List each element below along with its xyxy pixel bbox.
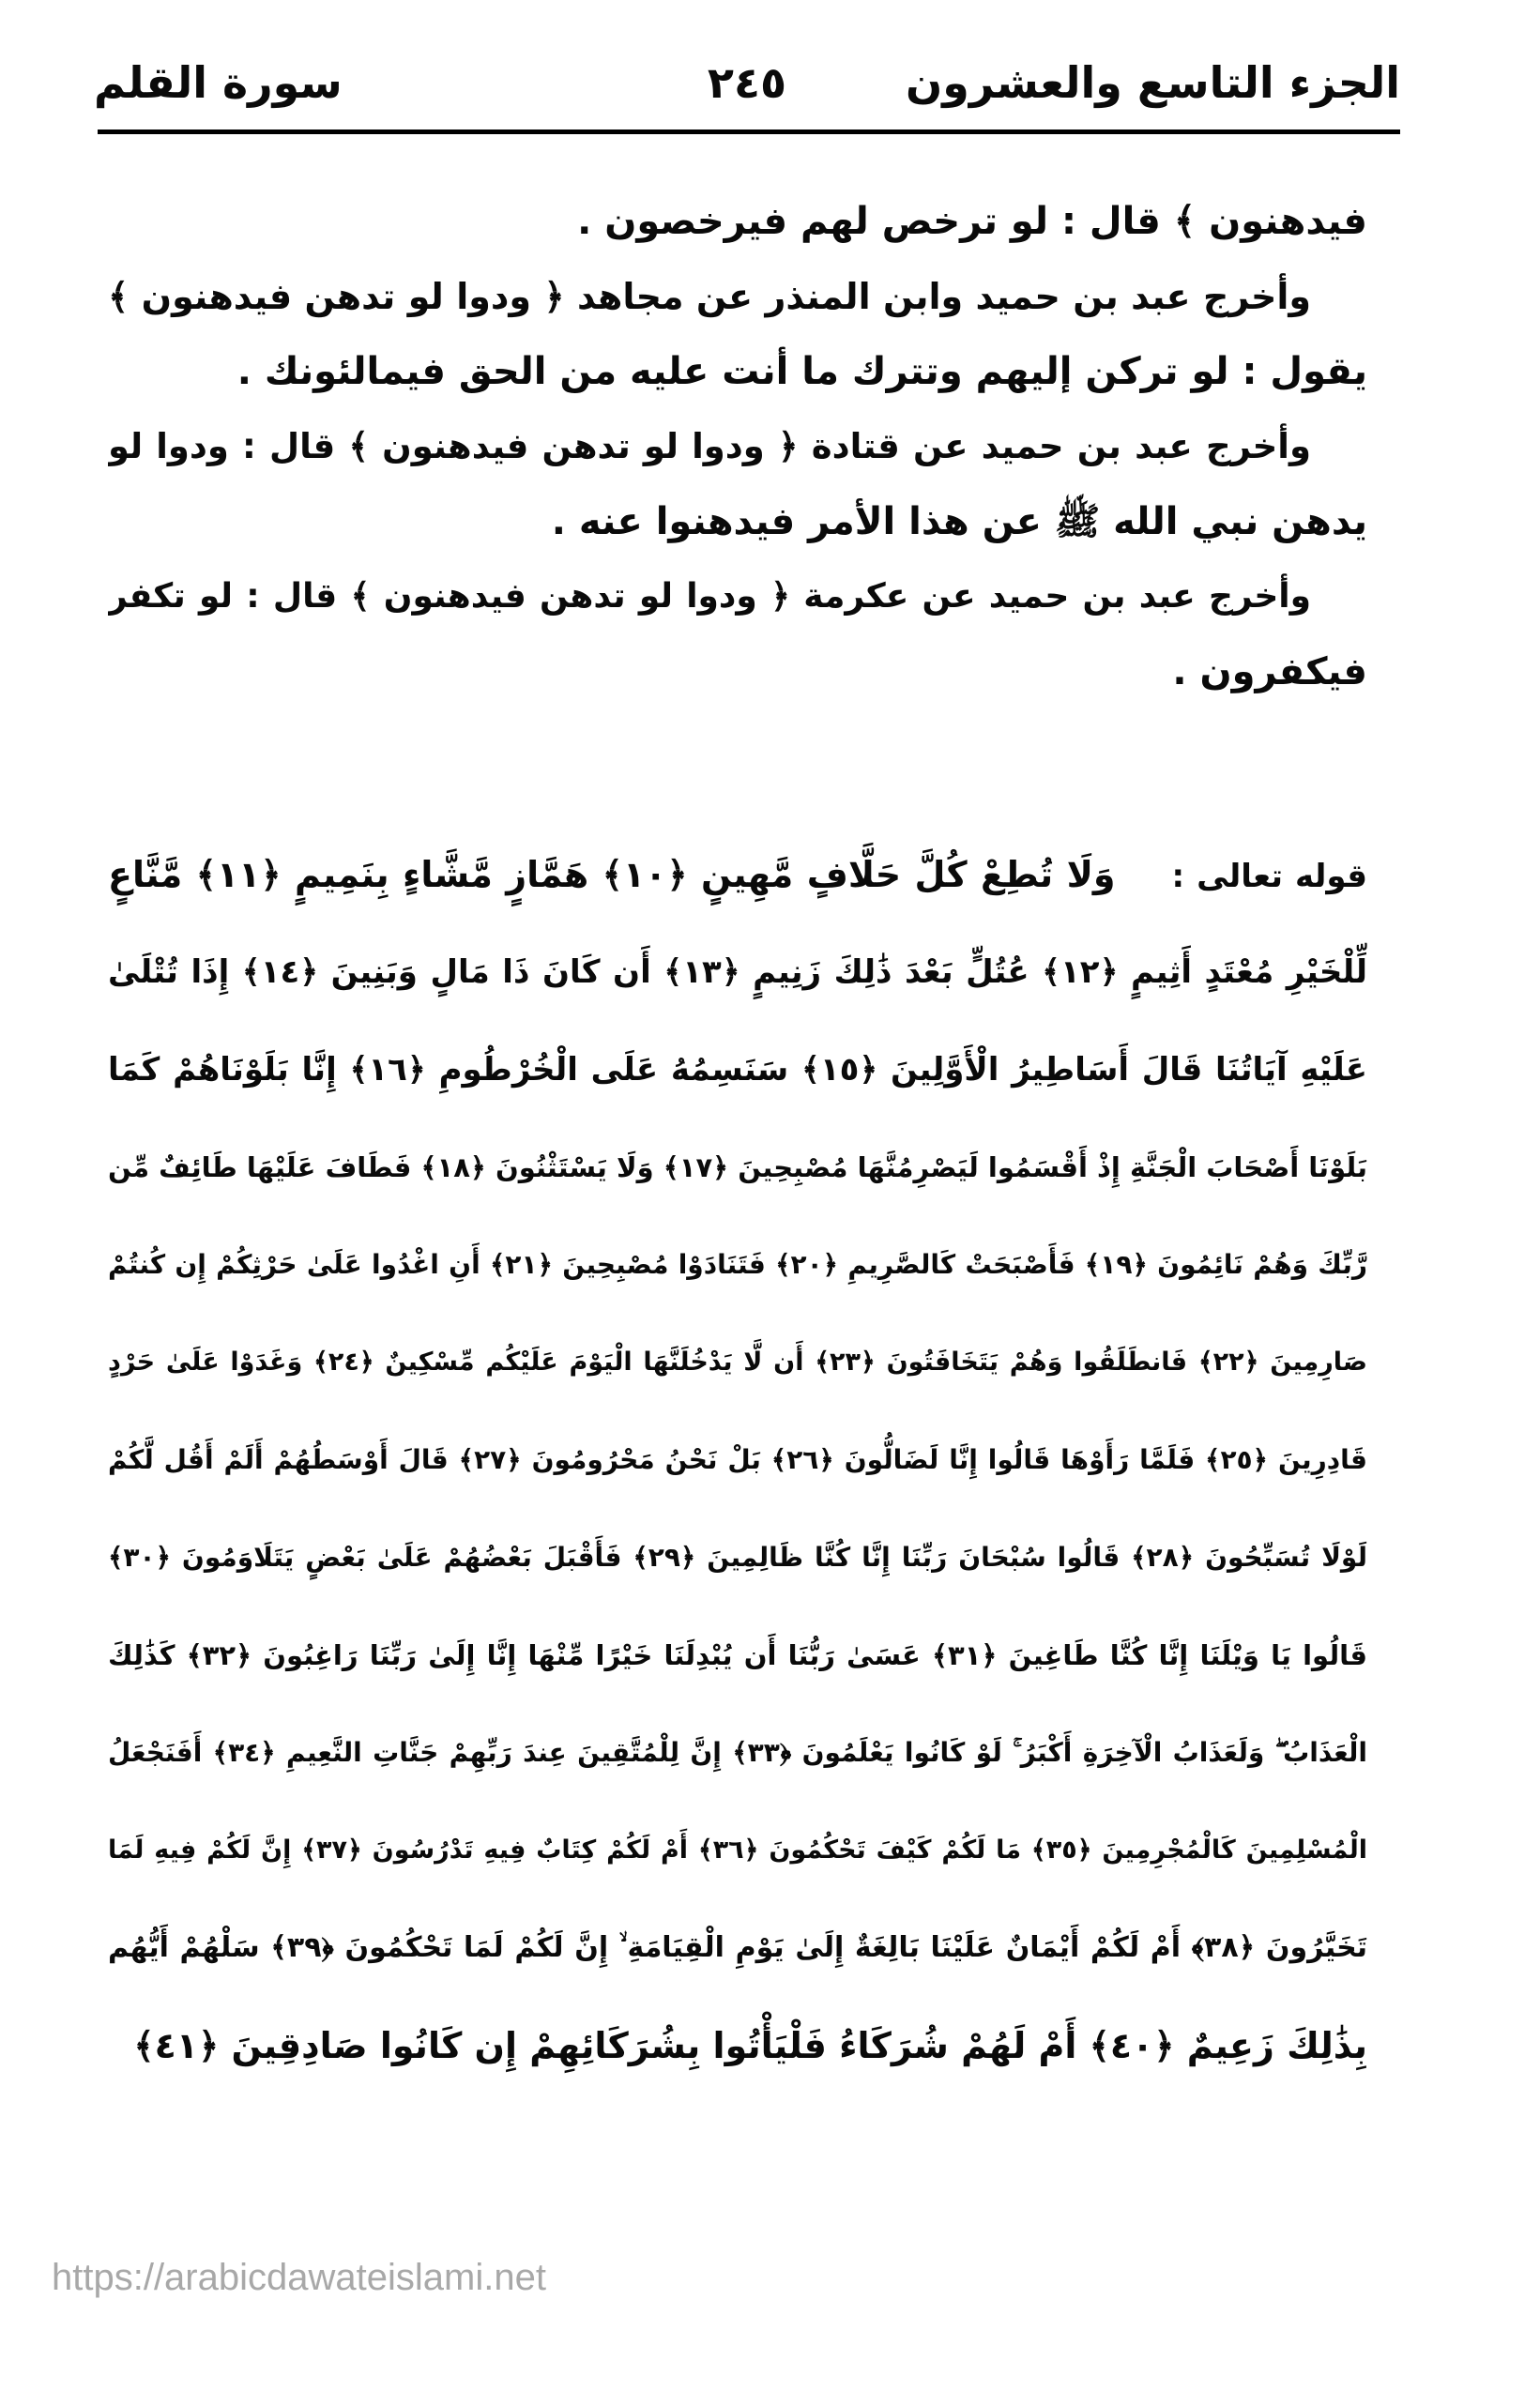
verse-line: لِّلْخَيْرِ مُعْتَدٍ أَثِيمٍ ﴿١٢﴾ عُتُلٍّ بَعْدَ ذَٰلِكَ زَنِيمٍ ﴿١٣﴾ أَن كَانَ ذَا مَالٍ وَبَنِينَ ﴿١٤﴾ إِذَا تُتْلَىٰ [108, 953, 1367, 991]
commentary-line: وأخرج عبد بن حميد عن قتادة ﴿ ودوا لو تدهن فيدهنون ﴾ قال : ودوا لو [108, 426, 1311, 466]
surah-title: سورة القلم [94, 57, 343, 108]
verse-line: الْعَذَابُ ۖ وَلَعَذَابُ الْآخِرَةِ أَكْبَرُ ۚ لَوْ كَانُوا يَعْلَمُونَ ﴿٣٣﴾ إِنَّ لِلْمُتَّقِينَ عِندَ رَبِّهِمْ جَنَّاتِ النَّعِيمِ ﴿٣٤﴾ أَفَنَجْعَلُ [108, 1737, 1367, 1768]
verse-line: تَخَيَّرُونَ ﴿٣٨﴾ أَمْ لَكُمْ أَيْمَانٌ عَلَيْنَا بَالِغَةٌ إِلَىٰ يَوْمِ الْقِيَامَةِ ۙ إِنَّ لَكُمْ لَمَا تَحْكُمُونَ ﴿٣٩﴾ سَلْهُمْ أَيُّهُم [108, 1931, 1367, 1964]
commentary-line: يقول : لو تركن إليهم وتترك ما أنت عليه من الحق فيمالئونك . [236, 350, 1367, 393]
verse-line: رَّبِّكَ وَهُمْ نَائِمُونَ ﴿١٩﴾ فَأَصْبَحَتْ كَالصَّرِيمِ ﴿٢٠﴾ فَتَنَادَوْا مُصْبِحِينَ ﴿٢١﴾ أَنِ اغْدُوا عَلَىٰ حَرْثِكُمْ إِن كُنتُمْ [108, 1249, 1367, 1280]
verse-line: قَالُوا يَا وَيْلَنَا إِنَّا كُنَّا طَاغِينَ ﴿٣١﴾ عَسَىٰ رَبُّنَا أَن يُبْدِلَنَا خَيْرًا مِّنْهَا إِنَّا إِلَىٰ رَبِّنَا رَاغِبُونَ ﴿٣٢﴾ كَذَٰلِكَ [108, 1639, 1367, 1671]
page-number: ٢٤٥ [707, 57, 787, 108]
watermark-url: https://arabicdawateislami.net [52, 2257, 546, 2298]
verse-line: بَلَوْنَا أَصْحَابَ الْجَنَّةِ إِذْ أَقْسَمُوا لَيَصْرِمُنَّهَا مُصْبِحِينَ ﴿١٧﴾ وَلَا يَسْتَثْنُونَ ﴿١٨﴾ فَطَافَ عَلَيْهَا طَائِفٌ مِّن [108, 1151, 1367, 1183]
commentary-text [108, 184, 1367, 709]
verse-line: قَادِرِينَ ﴿٢٥﴾ فَلَمَّا رَأَوْهَا قَالُوا إِنَّا لَضَالُّونَ ﴿٢٦﴾ بَلْ نَحْنُ مَحْرُومُونَ ﴿٢٧﴾ قَالَ أَوْسَطُهُمْ أَلَمْ أَقُل لَّكُمْ [108, 1444, 1367, 1475]
verse-line: بِذَٰلِكَ زَعِيمٌ ﴿٤٠﴾ أَمْ لَهُمْ شُرَكَاءُ فَلْيَأْتُوا بِشُرَكَائِهِمْ إِن كَانُوا صَادِقِينَ ﴿٤١﴾ [133, 2025, 1367, 2066]
quote-label: قوله تعالى : [1171, 858, 1367, 895]
part-title: الجزء التاسع والعشرون [906, 57, 1400, 108]
verse-text: وَلَا تُطِعْ كُلَّ حَلَّافٍ مَّهِينٍ ﴿١٠﴾ هَمَّازٍ مَّشَّاءٍ بِنَمِيمٍ ﴿١١﴾ مَّنَّاعٍ [108, 854, 1116, 895]
commentary-line: وأخرج عبد بن حميد عن عكرمة ﴿ ودوا لو تدهن فيدهنون ﴾ قال : لو تكفر [108, 577, 1311, 616]
verse-line: لَوْلَا تُسَبِّحُونَ ﴿٢٨﴾ قَالُوا سُبْحَانَ رَبِّنَا إِنَّا كُنَّا ظَالِمِينَ ﴿٢٩﴾ فَأَقْبَلَ بَعْضُهُمْ عَلَىٰ بَعْضٍ يَتَلَاوَمُونَ ﴿٣٠﴾ [108, 1542, 1367, 1573]
verse-line: عَلَيْهِ آيَاتُنَا قَالَ أَسَاطِيرُ الْأَوَّلِينَ ﴿١٥﴾ سَنَسِمُهُ عَلَى الْخُرْطُومِ ﴿١٦﴾ إِنَّا بَلَوْنَاهُمْ كَمَا [108, 1051, 1367, 1089]
verse-line [108, 826, 1367, 923]
verse-line: صَارِمِينَ ﴿٢٢﴾ فَانطَلَقُوا وَهُمْ يَتَخَافَتُونَ ﴿٢٣﴾ أَن لَّا يَدْخُلَنَّهَا الْيَوْمَ عَلَيْكُم مِّسْكِينٌ ﴿٢٤﴾ وَغَدَوْا عَلَىٰ حَرْدٍ [108, 1348, 1367, 1377]
commentary-line: فيكفرون . [1172, 650, 1367, 693]
commentary-line: فيدهنون ﴾ قال : لو ترخص لهم فيرخصون . [577, 200, 1367, 243]
verse-line: الْمُسْلِمِينَ كَالْمُجْرِمِينَ ﴿٣٥﴾ مَا لَكُمْ كَيْفَ تَحْكُمُونَ ﴿٣٦﴾ أَمْ لَكُمْ كِتَابٌ فِيهِ تَدْرُسُونَ ﴿٣٧﴾ إِنَّ لَكُمْ فِيهِ لَمَا [108, 1835, 1367, 1865]
running-header [94, 45, 1400, 120]
commentary-line: وأخرج عبد بن حميد وابن المنذر عن مجاهد ﴿ ودوا لو تدهن فيدهنون ﴾ [108, 276, 1311, 317]
header-rule [98, 129, 1400, 134]
quran-verses [108, 826, 1367, 2094]
commentary-line: يدهن نبي الله ﷺ عن هذا الأمر فيدهنوا عنه . [551, 500, 1367, 543]
